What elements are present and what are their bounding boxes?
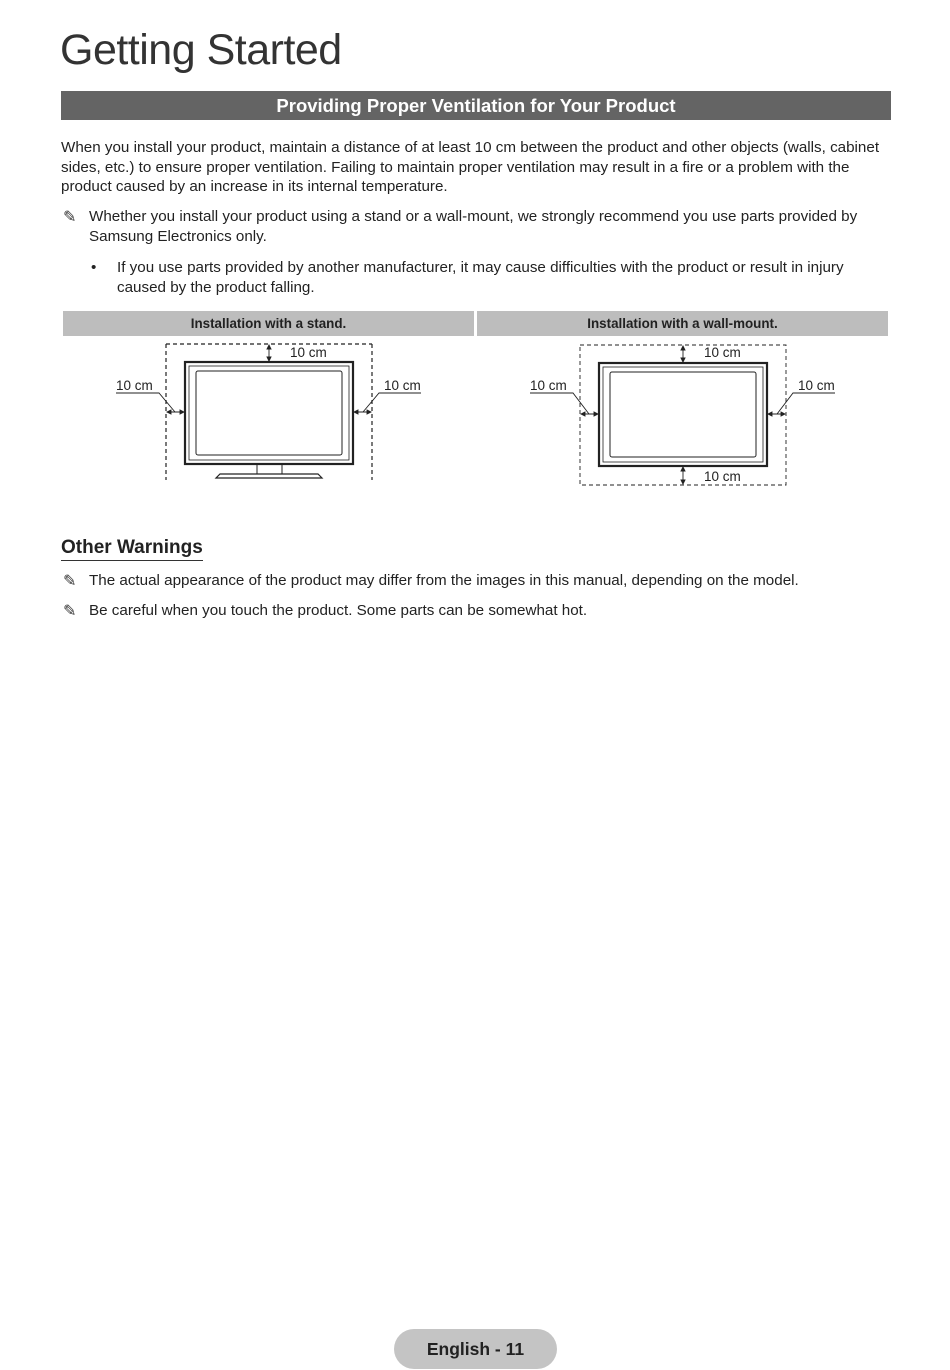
stand-top-clearance-label: 10 cm — [290, 345, 327, 360]
wall-mount-figure-caption: Installation with a wall-mount. — [477, 311, 888, 336]
wall-top-clearance-label: 10 cm — [704, 345, 741, 360]
warning-note-text: Be careful when you touch the product. Some parts can be somewhat hot. — [89, 602, 588, 619]
pencil-note-icon: ✎ — [63, 207, 77, 226]
bullet-text: If you use parts provided by another manufacturer, it may cause difficulties with the product or result in injury caused by the product falling. — [117, 259, 844, 296]
other-warnings-heading: Other Warnings — [61, 537, 203, 561]
stand-figure-caption: Installation with a stand. — [63, 311, 474, 336]
note-text: Whether you install your product using a stand or a wall-mount, we strongly recommend you use parts provided by Samsung Electronics only. — [89, 208, 858, 245]
clearance-boundary — [580, 345, 786, 485]
page-title: Getting Started — [60, 26, 342, 74]
warning-note-hot-parts — [61, 601, 891, 621]
bullet-item — [89, 258, 879, 297]
section-heading-bar: Providing Proper Ventilation for Your Product — [61, 91, 891, 120]
intro-paragraph: When you install your product, maintain a distance of at least 10 cm between the product and other objects (walls, cabinet sides, etc.) to ensure proper ventilation. Failing to maintain proper ventilation may result in a fire or a problem with the product caused by an increase in its internal temperature. — [61, 139, 880, 195]
pencil-note-icon: ✎ — [63, 601, 77, 620]
pencil-note-icon: ✎ — [63, 571, 77, 590]
note-samsung-parts — [61, 207, 891, 246]
wall-bottom-clearance-label: 10 cm — [704, 469, 741, 484]
page-number-footer: English - 11 — [394, 1329, 557, 1369]
wall-mount-installation-diagram — [477, 336, 888, 496]
wall-right-clearance-label: 10 cm — [798, 378, 835, 393]
bullet-dot: • — [91, 259, 97, 276]
stand-left-clearance-label: 10 cm — [116, 378, 153, 393]
stand-installation-diagram — [63, 336, 474, 496]
wall-left-clearance-label: 10 cm — [530, 378, 567, 393]
warning-note-text: The actual appearance of the product may differ from the images in this manual, depending on the model. — [89, 572, 799, 589]
warning-note-appearance — [61, 571, 891, 591]
stand-right-clearance-label: 10 cm — [384, 378, 421, 393]
tv-on-stand-icon — [185, 362, 353, 478]
dimension-arrows — [116, 345, 421, 414]
wall-mounted-tv-icon — [599, 363, 767, 466]
